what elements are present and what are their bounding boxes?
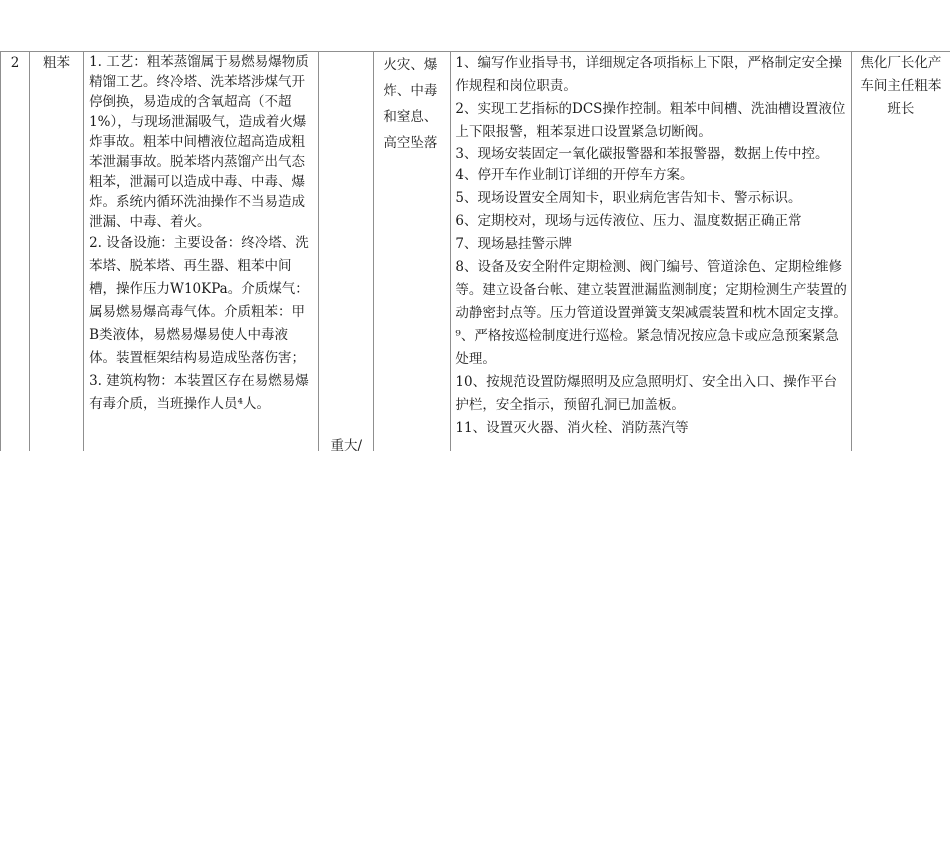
measure-item: 11、设置灭火器、消火栓、消防蒸汽等 [455,420,689,436]
accident-types-cell [374,52,451,452]
risk-level-cell [319,52,374,452]
risk-table-viewport [0,51,950,451]
description-buildings: 3. 建筑构物：本装置区存在易燃易爆有毒介质，当班操作人员⁴人。 [89,373,309,412]
row-number-cell [1,52,30,452]
responsible-person: 焦化厂长化产车间主任粗苯班长 [860,55,942,117]
measure-item: 3、现场安装固定一氧化碳报警器和苯报警器，数据上传中控。 [455,146,829,162]
measure-item: 5、现场设置安全周知卡，职业病危害告知卡、警示标识。 [455,190,802,206]
measure-item: ⁹、严格按巡检制度进行巡检。紧急情况按应急卡或应急预案紧急处理。 [455,328,839,367]
measure-item: 4、停开车作业制订详细的开停车方案。 [455,167,694,183]
unit-name: 粗苯 [43,55,71,71]
risk-description-cell [84,52,319,452]
measure-item: 7、现场悬挂警示牌 [455,236,573,252]
unit-name-cell [30,52,84,452]
table-row [1,52,950,452]
measure-item: 10、按规范设置防爆照明及应急照明灯、安全出入口、操作平台护栏，安全指示，预留孔洞已加盖板。 [455,374,838,413]
risk-level: 重大/ [330,438,363,451]
control-measures-cell [451,52,851,452]
row-number: 2 [10,55,20,71]
description-process: 1. 工艺：粗苯蒸馏属于易燃易爆物质精馏工艺。终冷塔、洗苯塔涉煤气开停倒换，易造成的含氧超高（不超1%），与现场泄漏吸气，造成着火爆炸事故。粗苯中间槽液位超高造成粗苯泄漏事故。脱苯塔内蒸馏产出气态粗苯，泄漏可以造成中毒、中毒、爆炸。系统内循环洗油操作不当易造成泄漏、中毒、着火。 [89,54,309,230]
measure-item: 8、设备及安全附件定期检测、阀门编号、管道涂色、定期检维修等。建立设备台帐、建立装置泄漏监测制度；定期检测生产装置的动静密封点等。压力管道设置弹簧支架减震装置和枕木固定支撑。 [455,259,847,321]
risk-table [0,51,950,451]
responsible-cell [851,52,950,452]
measure-item: 6、定期校对，现场与远传液位、压力、温度数据正确正常 [455,213,802,229]
accident-types: 火灾、爆炸、中毒和窒息、高空坠落 [383,57,438,151]
description-equipment: 2. 设备设施：主要设备：终冷塔、洗苯塔、脱苯塔、再生器、粗苯中间槽，操作压力W10KPa。介质煤气：属易燃易爆高毒气体。介质粗苯：甲B类液体，易燃易爆易使人中毒液体。装置框架结构易造成坠落伤害； [89,235,309,366]
measure-item: 2、实现工艺指标的DCS操作控制。粗苯中间槽、洗油槽设置液位上下限报警，粗苯泵进口设置紧急切断阀。 [455,101,846,140]
measure-item: 1、编写作业指导书，详细规定各项指标上下限，严格制定安全操作规程和岗位职责。 [455,55,843,94]
